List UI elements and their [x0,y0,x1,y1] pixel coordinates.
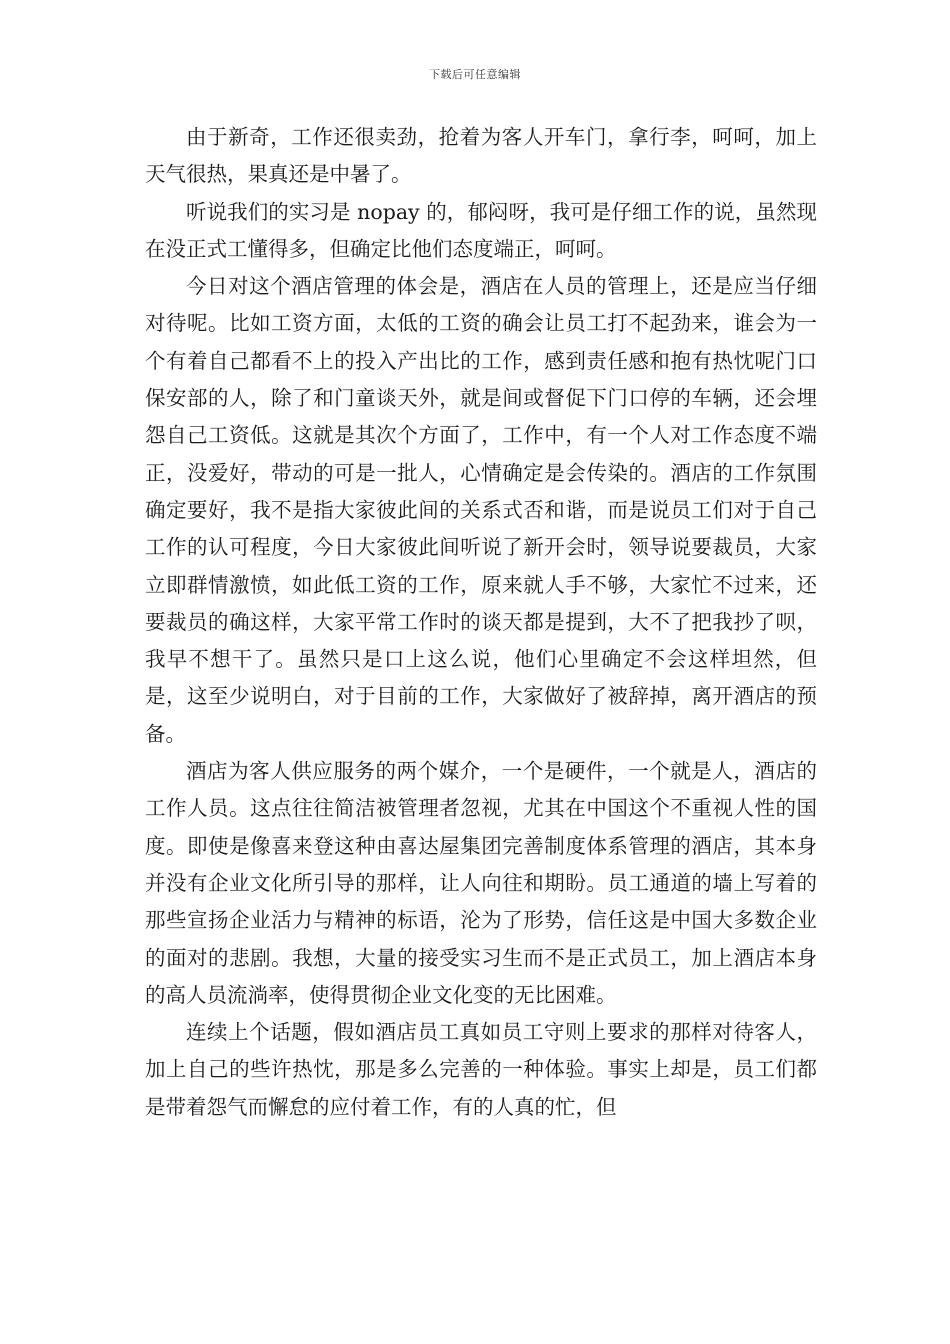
paragraph-5: 连续上个话题，假如酒店员工真如员工守则上要求的那样对待客人，加上自己的些许热忱，那是多么完善的一种体验。事实上却是，员工们都是带着怨气而懈怠的应付着工作，有的人真的忙，但 [145,1020,817,1119]
paragraph-4: 酒店为客人供应服务的两个媒介，一个是硬件，一个就是人，酒店的工作人员。这点往往简洁被管理者忽视，尤其在中国这个不重视人性的国度。即使是像喜来登这种由喜达屋集团完善制度体系管理的酒店，其本身并没有企业文化所引导的那样，让人向往和期盼。员工通道的墙上写着的那些宣扬企业活力与精神的标语，沦为了形势，信任这是中国大多数企业的面对的悲剧。我想，大量的接受实习生而不是正式员工，加上酒店本身的高人员流淌率，使得贯彻企业文化变的无比困难。 [145,759,817,1007]
paragraph-1: 由于新奇，工作还很卖劲，抢着为客人开车门，拿行李，呵呵，加上天气很热，果真还是中暑了。 [145,125,817,187]
page-header: 下载后可任意编辑 [429,68,521,81]
paragraph-2: 听说我们的实习是 nopay 的，郁闷呀，我可是仔细工作的说，虽然现在没正式工懂得多，但确定比他们态度端正，呵呵。 [145,199,817,261]
document-body [145,119,817,1126]
paragraph-3: 今日对这个酒店管理的体会是，酒店在人员的管理上，还是应当仔细对待呢。比如工资方面，太低的工资的确会让员工打不起劲来，谁会为一个有着自己都看不上的投入产出比的工作，感到责任感和抱有热忱呢门口保安部的人，除了和门童谈天外，就是间或督促下门口停的车辆，还会埋怨自己工资低。这就是其次个方面了，工作中，有一个人对工作态度不端正，没爱好，带动的可是一批人，心情确定是会传染的。酒店的工作氛围确定要好，我不是指大家彼此间的关系式否和谐，而是说员工们对于自己工作的认可程度，今日大家彼此间听说了新开会时，领导说要裁员，大家立即群情激愤，如此低工资的工作，原来就人手不够，大家忙不过来，还要裁员的确这样，大家平常工作时的谈天都是提到，大不了把我抄了呗，我早不想干了。虽然只是口上这么说，他们心里确定不会这样坦然，但是，这至少说明白，对于目前的工作，大家做好了被辞掉，离开酒店的预备。 [145,274,817,746]
